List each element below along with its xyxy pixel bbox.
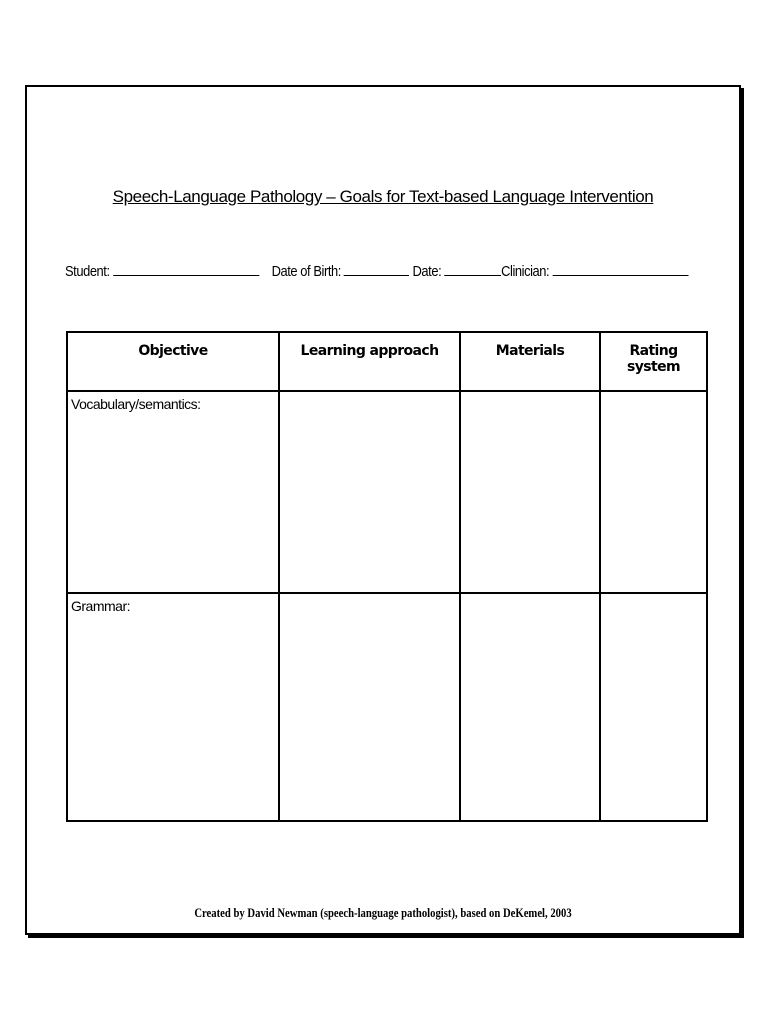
header-materials: Materials: [460, 332, 600, 391]
objective-cell: Vocabulary/semantics:: [67, 391, 279, 593]
clinician-blank[interactable]: [552, 262, 688, 276]
dob-blank[interactable]: [344, 262, 409, 276]
student-label: Student:: [65, 263, 110, 280]
document-title: Speech-Language Pathology – Goals for Text-based Language Intervention: [112, 187, 654, 206]
table-row: [67, 593, 707, 821]
header-learning-approach: Learning approach: [279, 332, 460, 391]
table-header-row: [67, 332, 707, 391]
rating-system-cell[interactable]: [600, 391, 707, 593]
document-page: [25, 85, 741, 935]
dob-label: Date of Birth:: [271, 263, 341, 280]
date-label: Date:: [412, 263, 442, 280]
learning-approach-cell[interactable]: [279, 391, 460, 593]
materials-cell[interactable]: [460, 391, 600, 593]
header-rating-system: Rating system: [600, 332, 707, 391]
date-blank[interactable]: [444, 262, 501, 276]
materials-cell[interactable]: [460, 593, 600, 821]
clinician-label: Clinician:: [501, 263, 550, 280]
document-footer: Created by David Newman (speech-language pathologist), based on DeKemel, 2003: [194, 905, 572, 920]
header-objective: Objective: [67, 332, 279, 391]
info-fields: [65, 262, 688, 280]
learning-approach-cell[interactable]: [279, 593, 460, 821]
objective-cell: Grammar:: [67, 593, 279, 821]
table-row: [67, 391, 707, 593]
goals-table: [66, 331, 708, 822]
rating-system-cell[interactable]: [600, 593, 707, 821]
student-blank[interactable]: [113, 262, 259, 276]
